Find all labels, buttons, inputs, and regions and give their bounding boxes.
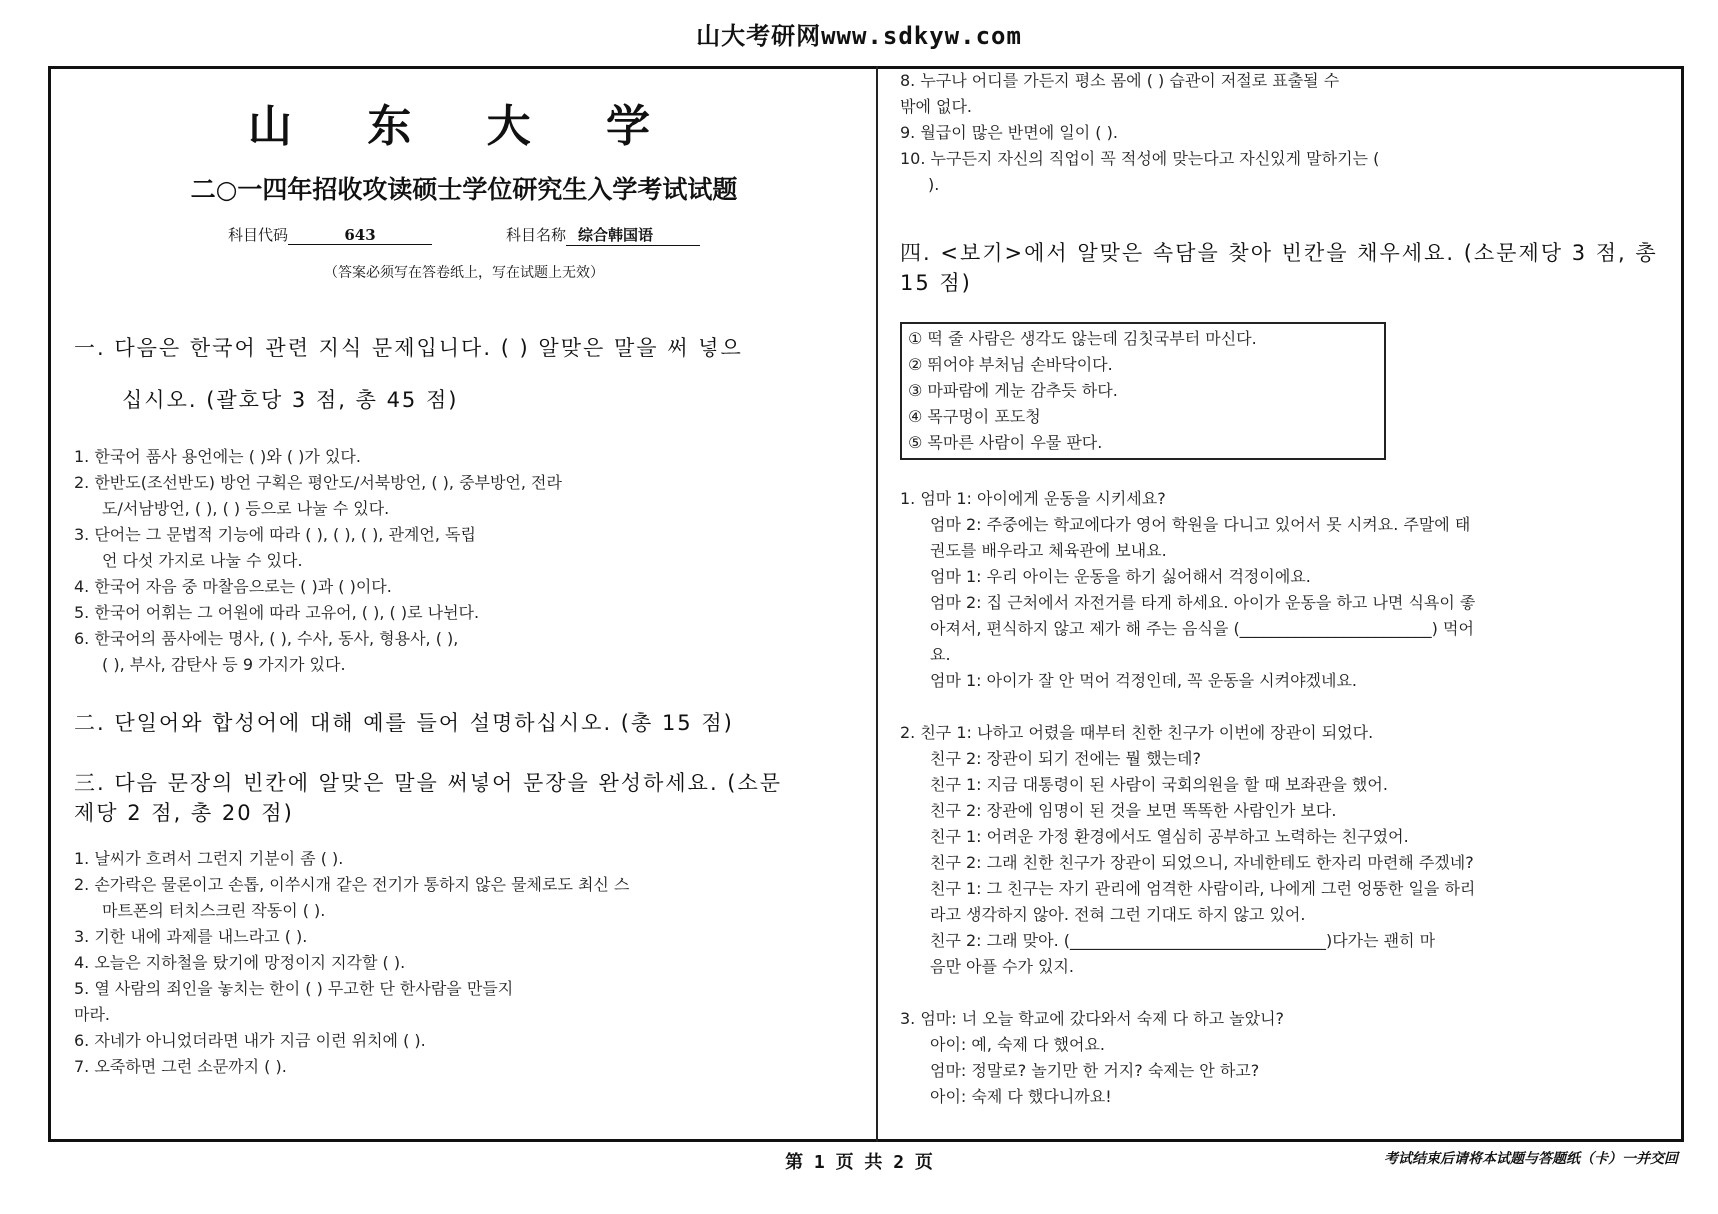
column-divider <box>876 66 878 1142</box>
option-item: ④ 목구멍이 포도청 <box>908 407 1041 426</box>
list-item: ( ), 부사, 감탄사 등 9 가지가 있다. <box>102 655 346 674</box>
option-item: ⑤ 목마른 사람이 우물 판다. <box>908 433 1103 452</box>
dialog-line: 엄마 2: 주중에는 학교에다가 영어 학원을 다니고 있어서 못 시켜요. 주말에 태 <box>930 515 1471 534</box>
dialog-line: 엄마 1: 우리 아이는 운동을 하기 싫어해서 걱정이에요. <box>930 567 1311 586</box>
university-title: 山 东 大 学 <box>248 101 680 152</box>
dialog-section <box>900 486 1670 1110</box>
list-item: 10. 누구든지 자신의 직업이 꼭 적성에 맞는다고 자신있게 말하기는 ( <box>900 149 1380 168</box>
subject-code-value: 643 <box>288 226 432 245</box>
dialog-line: 친구 2: 그래 친한 친구가 장관이 되었으니, 자네한테도 한자리 마련해 주겠네? <box>930 853 1474 872</box>
section-1-heading-line2: 십시오. (괄호당 3 점, 총 45 점) <box>122 388 459 412</box>
option-item: ③ 마파람에 게눈 감추듯 하다. <box>908 381 1118 400</box>
dialog-line: 엄마 1: 아이가 잘 안 먹어 걱정인데, 꼭 운동을 시켜야겠네요. <box>930 671 1358 690</box>
site-header: 山大考研网www.sdkyw.com <box>696 22 1022 50</box>
subject-code <box>228 224 432 246</box>
list-item: 8. 누구나 어디를 가든지 평소 몸에 ( ) 습관이 저절로 표출될 수 <box>900 71 1340 90</box>
right-column <box>900 68 1670 1140</box>
left-column <box>74 68 854 1140</box>
dialog-1 <box>900 486 1670 694</box>
list-item: 6. 한국어의 품사에는 명사, ( ), 수사, 동사, 형용사, ( ), <box>74 629 459 648</box>
section-1-items <box>74 444 854 678</box>
list-item: 마라. <box>74 1005 110 1024</box>
subject-name-label: 科目名称 <box>506 226 567 244</box>
proverb-options-box <box>900 322 1386 460</box>
list-item: 3. 단어는 그 문법적 기능에 따라 ( ), ( ), ( ), 관계언, 독립 <box>74 525 476 544</box>
section-1-heading-line1: 一. 다음은 한국어 관련 지식 문제입니다. ( ) 알맞은 말을 써 넣으 <box>74 336 743 360</box>
list-item: 4. 오늘은 지하철을 탔기에 망정이지 지각할 ( ). <box>74 953 406 972</box>
list-item: 9. 월급이 많은 반면에 일이 ( ). <box>900 123 1118 142</box>
list-item: 도/서남방언, ( ), ( ) 등으로 나눌 수 있다. <box>102 499 390 518</box>
dialog-line: 2. 친구 1: 나하고 어렸을 때부터 친한 친구가 이번에 장관이 되었다. <box>900 723 1374 742</box>
dialog-line: 친구 2: 장관에 임명이 된 것을 보면 똑똑한 사람인가 보다. <box>930 801 1337 820</box>
section-1-heading <box>74 322 854 426</box>
section-4-heading-line1: 四. <보기>에서 알맞은 속담을 찾아 빈칸을 채우세요. (소문제당 3 점, 총 <box>900 241 1658 265</box>
answer-note: （答案必须写在答卷纸上，写在试题上无效） <box>324 265 604 281</box>
dialog-line: 3. 엄마: 너 오늘 학교에 갔다와서 숙제 다 하고 놀았니? <box>900 1009 1285 1028</box>
list-item: ). <box>928 175 940 194</box>
dialog-line: 라고 생각하지 않아. 전혀 그런 기대도 하지 않고 있어. <box>930 905 1306 924</box>
option-item: ② 뛰어야 부처님 손바닥이다. <box>908 355 1113 374</box>
page-number: 第 1 页 共 2 页 <box>785 1152 933 1173</box>
list-item: 2. 한반도(조선반도) 방언 구획은 평안도/서북방언, ( ), 중부방언, 전라 <box>74 473 562 492</box>
section-3-heading <box>74 768 854 828</box>
dialog-line: 아이: 숙제 다 했다니까요! <box>930 1087 1112 1106</box>
list-item: 4. 한국어 자음 중 마찰음으로는 ( )과 ( )이다. <box>74 577 392 596</box>
section-3-items <box>74 846 854 1080</box>
dialog-line: 아이: 예, 숙제 다 했어요. <box>930 1035 1106 1054</box>
section-3-items-continued <box>900 68 1670 198</box>
dialog-line: 친구 1: 지금 대통령이 된 사람이 국회의원을 할 때 보좌관을 했어. <box>930 775 1388 794</box>
list-item: 밖에 없다. <box>900 97 972 116</box>
section-3-heading-line1: 三. 다음 문장의 빈칸에 알맞은 말을 써넣어 문장을 완성하세요. (소문 <box>74 771 783 795</box>
dialog-line: 아져서, 편식하지 않고 제가 해 주는 음식을 (________________________) 먹어 <box>930 619 1474 638</box>
section-2-heading: 二. 단일어와 합성어에 대해 예를 들어 설명하십시오. (총 15 점) <box>74 711 734 735</box>
option-item: ① 떡 줄 사람은 생각도 않는데 김칫국부터 마신다. <box>908 329 1257 348</box>
dialog-3 <box>900 1006 1670 1110</box>
dialog-2 <box>900 720 1670 980</box>
subject-meta <box>74 224 854 246</box>
list-item: 3. 기한 내에 과제를 내느라고 ( ). <box>74 927 308 946</box>
dialog-line: 친구 2: 그래 맞아. (________________________________)다가는 괜히 마 <box>930 931 1436 950</box>
list-item: 2. 손가락은 물론이고 손톱, 이쑤시개 같은 전기가 통하지 않은 물체로도 최신 스 <box>74 875 630 894</box>
list-item: 1. 날씨가 흐려서 그런지 기분이 좀 ( ). <box>74 849 344 868</box>
section-4-heading-line2: 15 점) <box>900 271 972 295</box>
list-item: 7. 오죽하면 그런 소문까지 ( ). <box>74 1057 287 1076</box>
list-item: 마트폰의 터치스크린 작동이 ( ). <box>102 901 326 920</box>
dialog-line: 친구 2: 장관이 되기 전에는 뭘 했는데? <box>930 749 1201 768</box>
subject-name <box>506 224 700 246</box>
dialog-line: 엄마: 정말로? 놀기만 한 거지? 숙제는 안 하고? <box>930 1061 1260 1080</box>
footer-note: 考试结束后请将本试题与答题纸（卡）一并交回 <box>1384 1151 1678 1167</box>
dialog-line: 친구 1: 그 친구는 자기 관리에 엄격한 사람이라, 나에게 그런 엉뚱한 일을 하리 <box>930 879 1476 898</box>
dialog-line: 권도를 배우라고 체육관에 보내요. <box>930 541 1167 560</box>
subject-code-label: 科目代码 <box>227 226 288 244</box>
list-item: 5. 열 사람의 죄인을 놓치는 한이 ( ) 무고한 단 한사람을 만들지 <box>74 979 514 998</box>
dialog-line: 친구 1: 어려운 가정 환경에서도 열심히 공부하고 노력하는 친구였어. <box>930 827 1409 846</box>
list-item: 5. 한국어 어휘는 그 어원에 따라 고유어, ( ), ( )로 나뉜다. <box>74 603 480 622</box>
section-4-heading <box>900 238 1670 298</box>
section-3-heading-line2: 제당 2 점, 총 20 점) <box>74 801 294 825</box>
dialog-line: 엄마 2: 집 근처에서 자전거를 타게 하세요. 아이가 운동을 하고 나면 식욕이 좋 <box>930 593 1476 612</box>
dialog-line: 요. <box>930 645 951 664</box>
dialog-line: 음만 아플 수가 있지. <box>930 957 1074 976</box>
subject-name-value: 综合韩国语 <box>566 224 700 246</box>
list-item: 1. 한국어 품사 용언에는 ( )와 ( )가 있다. <box>74 447 361 466</box>
list-item: 언 다섯 가지로 나눌 수 있다. <box>102 551 303 570</box>
list-item: 6. 자네가 아니었더라면 내가 지금 이런 위치에 ( ). <box>74 1031 426 1050</box>
dialog-line: 1. 엄마 1: 아이에게 운동을 시키세요? <box>900 489 1166 508</box>
exam-title: 二○一四年招收攻读硕士学位研究生入学考试试题 <box>190 175 738 204</box>
